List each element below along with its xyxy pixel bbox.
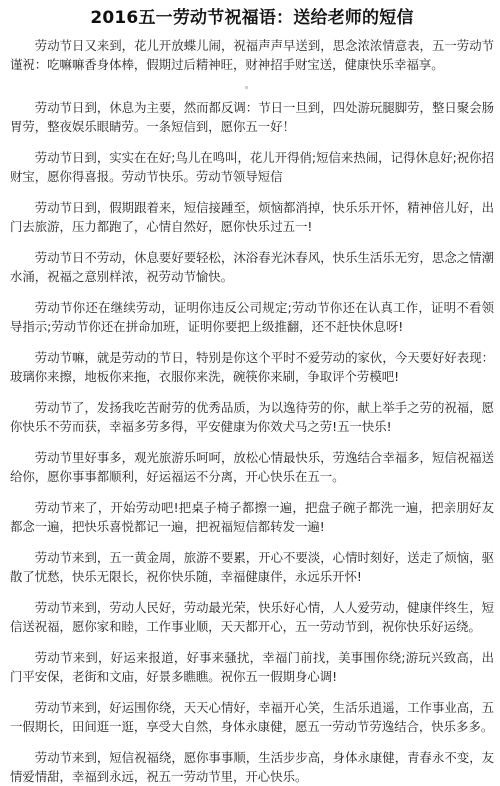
message-paragraph: 劳动节里好事多，观光旅游乐呵呵，放松心情最快乐，劳逸结合幸福多，短信祝福送给你，愿你事事都顺利，好运福运不分离，开心快乐在五一。	[10, 450, 494, 484]
message-paragraph: 劳动节来到，五一黄金周，旅游不要累，开心不要淡，心情时刻好，送走了烦恼，驱散了忧愁，快乐无限长，祝你快乐随，幸福健康伴，永远乐开怀!	[10, 550, 494, 584]
page-title: 2016五一劳动节祝福语：送给老师的短信	[90, 8, 414, 28]
message-paragraph: 劳动节嘛，就是劳动的节日，特别是你这个平时不爱劳动的家伙，今天要好好表现：玻璃你来擦，地板你来拖，衣服你来洗，碗筷你来刷，争取评个劳模吧!	[10, 350, 494, 384]
message-paragraph: 劳动节你还在继续劳动，证明你违反公司规定;劳动节你还在认真工作，证明不看领导指示;劳动节你还在拼命加班，证明你要把上级推翻，还不赶快休息呀!	[10, 300, 494, 334]
message-paragraph: 劳动节来到，短信祝福绕，愿你事事顺，生活步步高，身体永康健，青春永不变，友情爱情甜，幸福到永远，祝五一劳动节里，开心快乐。	[10, 750, 494, 784]
message-paragraph: 劳动节来到，劳动人民好，劳动最光荣，快乐好心情，人人爱劳动，健康伴终生，短信送祝福，愿你家和睦，工作事业顺，天天都开心，五一劳动节到，祝你快乐好运绕。	[10, 600, 494, 634]
message-paragraph: 劳动节日到，假期跟着来，短信接踵至，烦恼都消掉，快乐乐开怀，精神倍儿好，出门去旅游，压力都跑了，心情自然好，愿你快乐过五一!	[10, 200, 494, 234]
message-paragraph: 劳动节日到，实实在在好;鸟儿在鸣叫，花儿开得俏;短信来热闹，记得休息好;祝你招财宝，愿你得喜报。劳动节快乐。劳动节领导短信	[10, 150, 494, 184]
intro-paragraph: 劳动节日又来到，花儿开放蝶儿闹，祝福声声早送到，思念浓浓情意表，五一劳动节谨祝：吃嘛嘛香身体棒，假期过后精神旺，财神招手财宝送，健康快乐幸福享。	[10, 38, 494, 72]
message-paragraph: 劳动节来到，好运围你绕，天天心情好，幸福开心笑，生活乐逍遥，工作事业高，五一假期长，田间逛一逛，享受大自然，身体永康健，愿五一劳动节劳逸结合，快乐多多。	[10, 700, 494, 734]
message-paragraph: 劳动节日不劳动，休息要好要轻松，沐浴春光沐春风，快乐生活乐无穷，思念之情潮水涌，祝福之意别样浓，祝劳动节愉快。	[10, 250, 494, 284]
message-paragraph: 劳动节日到，休息为主要，然而都反调：节日一旦到，四处游玩腿脚劳，整日聚会肠胃劳，整夜娱乐眼睛劳。一条短信到，愿你五一好！	[10, 100, 494, 134]
message-paragraph: 劳动节来到，好运来报道，好事来骚扰，幸福门前找，美事围你绕;游玩兴致高，出门平安保，老街和文庙，好景多瞧瞧。祝你五一假期身心调!	[10, 650, 494, 684]
separator-dot	[245, 86, 248, 89]
message-paragraph: 劳动节来了，开始劳动吧!把桌子椅子都擦一遍，把盘子碗子都洗一遍，把亲朋好友都念一遍，把快乐喜悦都记一遍，把祝福短信都转发一遍!	[10, 500, 494, 534]
message-paragraph: 劳动节了，发扬我吃苦耐劳的优秀品质，为以逸待劳的你，献上举手之劳的祝福，愿你快乐不劳而获，幸福多劳多得，平安健康为你效犬马之劳!五一快乐!	[10, 400, 494, 434]
